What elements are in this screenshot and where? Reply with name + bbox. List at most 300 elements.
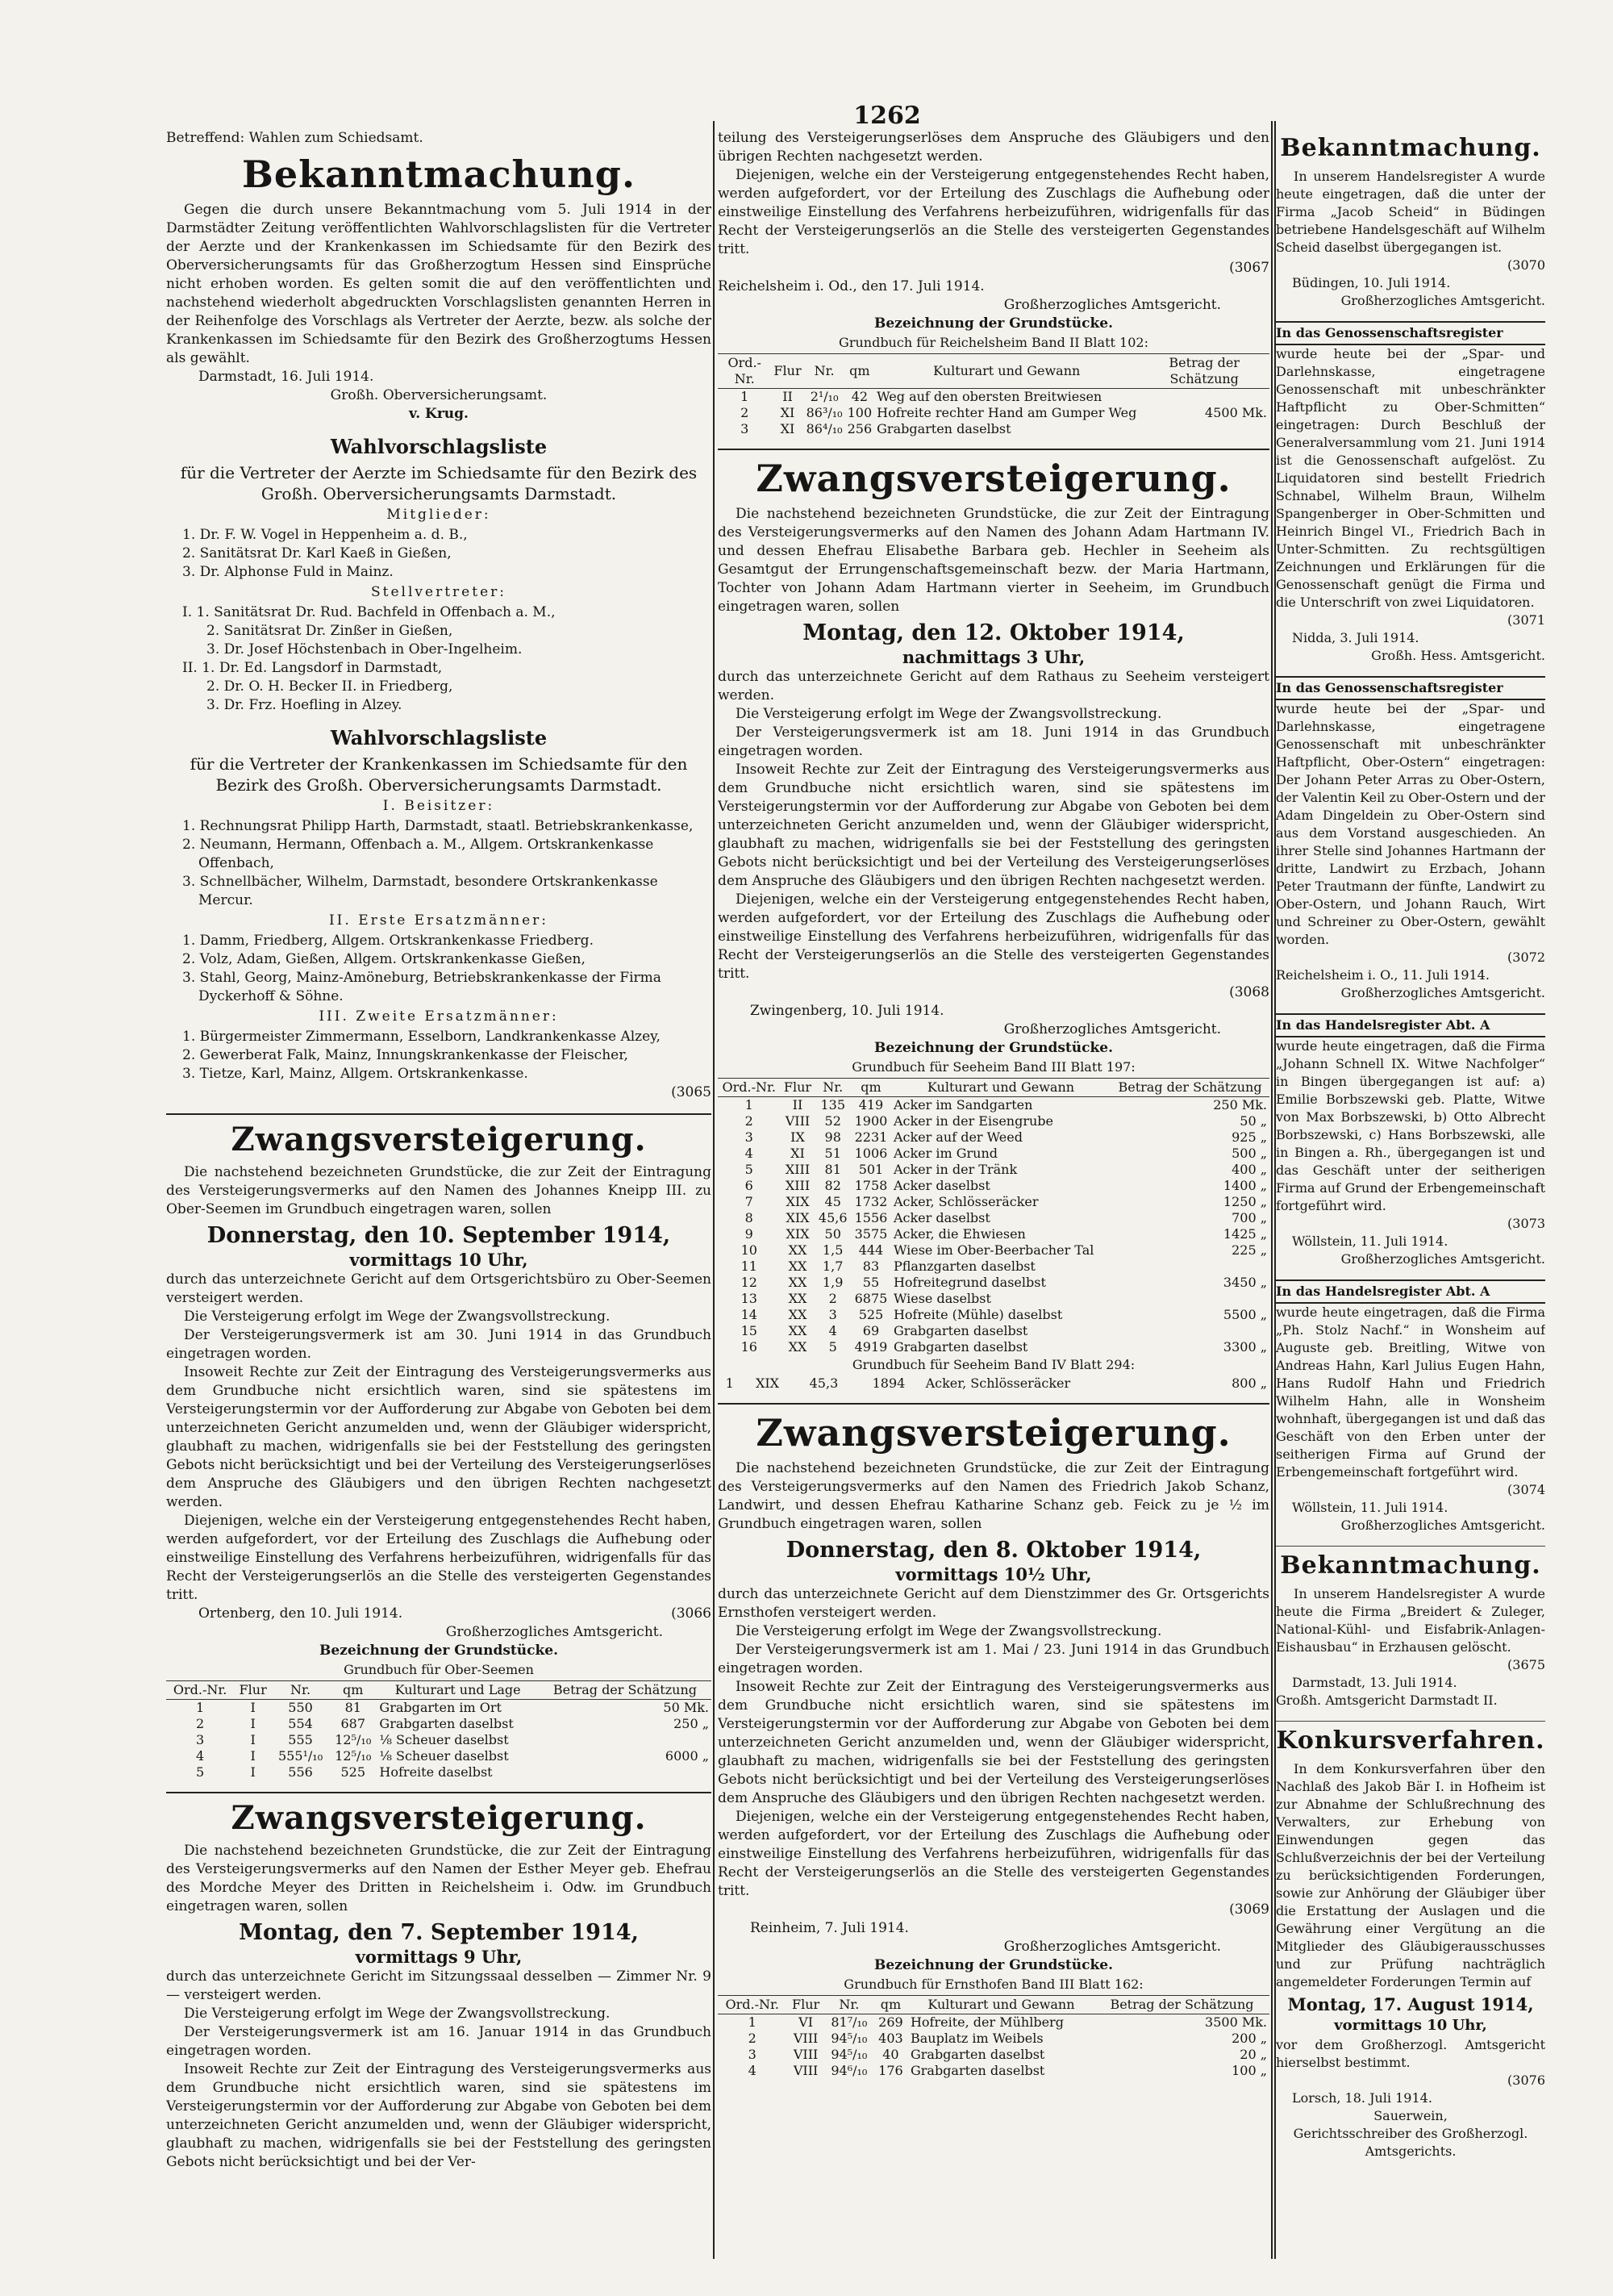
table-cell: 2¹/₁₀	[810, 389, 839, 404]
grundstueck-table	[718, 1995, 1269, 2079]
list-item: 3. Schnellbächer, Wilhelm, Darmstadt, besondere Ortskrankenkasse Mercur.	[182, 874, 658, 908]
table-cell: XI	[790, 1146, 805, 1161]
table-row	[718, 2063, 1269, 2079]
table-cell: II	[792, 1097, 803, 1113]
table-cell: 2	[196, 1716, 205, 1731]
notice-body: Insoweit Rechte zur Zeit der Eintragung des Versteigerungsvermerks aus dem Grundbuche nicht ersichtlich waren, sind sie spätestens im Versteigerungstermin vor der Aufforderung zur Abgabe von Geboten bei dem unterzeichneten Gericht anzumelden und, wenn der Gläubiger widerspricht, glaubhaft zu machen, widrigenfalls sie bei der Feststellung des geringsten Gebots nicht berücksichtigt und bei der Verteilung des Versteigerungserlöses dem Anspruche des Gläubigers und den übrigen Rechten nachgesetzt werden.	[718, 762, 1269, 889]
grund-head: Bezeichnung der Grundstücke.	[873, 1957, 1113, 1973]
place-date: Reinheim, 7. Juli 1914.	[750, 1920, 909, 1936]
notice-handelsregister-buedingen	[1276, 132, 1545, 310]
column-rule	[713, 121, 715, 2259]
table-header: Nr.	[272, 1681, 329, 1700]
table-cell: Pflanzgarten daselbst	[893, 1259, 1036, 1274]
table-row	[166, 1764, 711, 1780]
table-cell: 556	[288, 1764, 313, 1780]
table-cell: Weg auf den obersten Breitwiesen	[877, 389, 1102, 404]
zwangsversteigerung-oberseemen	[166, 1120, 711, 1780]
notice-head: In das Genossenschaftsregister	[1276, 676, 1545, 700]
table-cell: Grabgarten daselbst	[910, 2047, 1045, 2062]
table-cell: 4500 Mk.	[1205, 405, 1267, 420]
table-header: qm	[873, 1996, 908, 2014]
table-cell: 444	[858, 1242, 884, 1258]
list-item: 2. Gewerberat Falk, Mainz, Innungskrankenkasse der Fleischer,	[182, 1047, 628, 1063]
table-cell	[539, 1732, 711, 1748]
table-cell: 1400 „	[1223, 1178, 1267, 1193]
table-cell: 13	[740, 1291, 757, 1306]
reference-number: (3675	[1507, 1657, 1545, 1672]
table-cell: 3	[196, 1732, 205, 1747]
table-row	[718, 405, 1269, 421]
table-cell: XIII	[785, 1178, 811, 1193]
table-cell: ⅛ Scheuer daselbst	[379, 1732, 509, 1747]
place-date-text: Ortenberg, den 10. Juli 1914.	[198, 1605, 403, 1622]
list-item: 2. Sanitätsrat Dr. Karl Kaeß in Gießen,	[182, 545, 452, 561]
table-row	[166, 1700, 711, 1717]
table-cell: Acker, Schlösseräcker	[925, 1376, 1071, 1391]
notice-genossenschaft-oberostern	[1276, 676, 1545, 1002]
signer-title: Gerichtsschreiber des Großherzogl. Amtsgerichts.	[1293, 2126, 1528, 2159]
table-cell: 800 „	[1232, 1376, 1267, 1391]
auction-date: Donnerstag, den 10. September 1914,	[206, 1223, 671, 1248]
table-cell: 45,6	[818, 1210, 848, 1225]
table-cell: 1	[748, 2014, 756, 2030]
table-cell: 1900	[854, 1113, 888, 1129]
court: Großh. Hess. Amtsgericht.	[1371, 648, 1545, 663]
table-cell: 525	[340, 1764, 366, 1780]
table-cell: 15	[740, 1323, 757, 1338]
notice-title: Zwangsversteigerung.	[231, 1799, 647, 1837]
section-head: Mitglieder:	[386, 507, 491, 523]
grund-head: Bezeichnung der Grundstücke.	[873, 315, 1113, 332]
place-date: Darmstadt, 13. Juli 1914.	[1292, 1675, 1457, 1690]
table-cell: VIII	[793, 2031, 819, 2046]
table-row	[718, 1210, 1269, 1226]
notice-body: Die Versteigerung erfolgt im Wege der Zwangsvollstreckung.	[184, 2006, 611, 2022]
notice-title: Bekanntmachung.	[1280, 134, 1541, 162]
grund-head: Bezeichnung der Grundstücke.	[319, 1643, 558, 1659]
table-header: Ord.-Nr.	[718, 1079, 781, 1097]
table-cell: XI	[780, 421, 795, 436]
list-item: 3. Dr. Josef Höchstenbach in Ober-Ingelheim.	[206, 641, 523, 657]
table-cell: 3300 „	[1223, 1339, 1267, 1355]
list-item: 1. Damm, Friedberg, Allgem. Ortskrankenkasse Friedberg.	[182, 933, 594, 949]
table-cell: 200 „	[1232, 2031, 1267, 2046]
list-title: Wahlvorschlagsliste	[330, 435, 548, 458]
section-head: I. Beisitzer:	[382, 798, 495, 814]
court: Großherzogliches Amtsgericht.	[1340, 1517, 1545, 1533]
reference-number: (3069	[1229, 1902, 1269, 1918]
list-item: 2. Sanitätsrat Dr. Zinßer in Gießen,	[206, 623, 453, 639]
notice-wahlen	[166, 129, 711, 424]
place-date	[166, 1605, 711, 1623]
table-cell	[1139, 389, 1269, 406]
table-cell: XIX	[786, 1226, 810, 1242]
table-cell: 4	[748, 2063, 756, 2078]
notice-head: In das Handelsregister Abt. A	[1276, 1279, 1545, 1304]
list-item: 3. Dr. Alphonse Fuld in Mainz.	[182, 564, 394, 580]
table-row	[166, 1748, 711, 1764]
court: Großherzogliches Amtsgericht.	[1003, 297, 1221, 313]
table-cell: 3	[828, 1307, 837, 1322]
table-cell: 55	[862, 1275, 880, 1290]
table-cell: 6875	[854, 1291, 888, 1306]
table-cell: 51	[824, 1146, 841, 1161]
table-cell: 1,7	[823, 1259, 844, 1274]
notice-handelsregister-wonsheim	[1276, 1279, 1545, 1534]
table-header: Betrag der Schätzung	[1111, 1079, 1269, 1097]
grund-sub: Grundbuch für Ober-Seemen	[344, 1662, 534, 1677]
wahlvorschlagsliste-kassen	[166, 726, 711, 1102]
notice-intro: Die nachstehend bezeichneten Grundstücke, die zur Zeit der Eintragung des Versteigerungsvermerks auf den Namen der Esther Meyer geb. Ehefrau des Mordche Meyer des Dritten in Reichelsheim i. Odw. im Grundbuch eingetragen waren, sollen	[166, 1843, 711, 1914]
notice-genossenschaft-oberschmitten	[1276, 321, 1545, 665]
table-cell: 81	[344, 1700, 361, 1715]
table-cell: 9	[744, 1226, 753, 1242]
table-cell: 554	[288, 1716, 313, 1731]
notice-konkurs-hofheim	[1276, 1725, 1545, 2160]
auction-date: Donnerstag, den 8. Oktober 1914,	[786, 1538, 1202, 1563]
table-cell: XX	[788, 1307, 807, 1322]
table-cell: 1	[196, 1700, 205, 1715]
reference-number: (3073	[1507, 1216, 1545, 1231]
notice-handelsregister-erzhausen	[1276, 1550, 1545, 1709]
table-cell: Hofreitegrund daselbst	[893, 1275, 1046, 1290]
place-date: Lorsch, 18. Juli 1914.	[1292, 2090, 1432, 2106]
table-header: Flur	[771, 354, 803, 389]
table-header: Flur	[786, 1996, 824, 2014]
table-cell: 100 „	[1232, 2063, 1267, 2078]
table-row	[718, 1129, 1269, 1146]
list-item: 1. Dr. F. W. Vogel in Heppenheim a. d. B.,	[182, 527, 468, 543]
notice-body: wurde heute bei der „Spar- und Darlehnskasse, eingetragene Genossenschaft mit unbeschränkter Haftpflicht zu Ober-Schmitten“ eingetragen: Durch Beschluß der Generalversammlung vom 21. Juni 1914 ist die Genossenschaft aufgelöst. Zu Liquidatoren sind bestellt Friedrich Schnabel, Wilhelm Braun, Wilhelm Spangenberger in Ober-Schmitten und Heinrich Bingel VI., Friedrich Bach in Unter-Schmitten. Zu rechtsgültigen Zeichnungen und Erklärungen für die Genossenschaft genügt die Firma und die Unterschrift von zwei Liquidatoren.	[1276, 346, 1545, 610]
table-row	[718, 1291, 1269, 1307]
auction-date: Montag, den 7. September 1914,	[239, 1920, 639, 1945]
table-cell: Acker in der Eisengrube	[893, 1113, 1053, 1129]
table-cell: 4	[828, 1323, 837, 1338]
table-cell: 5	[196, 1764, 205, 1780]
table-cell: 4919	[854, 1339, 888, 1355]
table-cell: 16	[740, 1339, 757, 1355]
table-header: Nr.	[804, 354, 845, 389]
zwangsversteigerung-ernsthofen	[718, 1409, 1269, 2079]
notice-head: In das Genossenschaftsregister	[1276, 321, 1545, 345]
list-item: II. 1. Dr. Ed. Langsdorf in Darmstadt,	[182, 660, 443, 676]
court: Großherzogliches Amtsgericht.	[445, 1624, 663, 1640]
table-row	[718, 421, 1269, 437]
auction-time: vormittags 10½ Uhr,	[895, 1564, 1092, 1584]
table-cell: 256	[847, 421, 873, 436]
table-row	[718, 1275, 1269, 1291]
table-header: qm	[851, 1079, 891, 1097]
notice-title: Zwangsversteigerung.	[756, 1411, 1232, 1455]
notice-intro: Die nachstehend bezeichneten Grundstücke, die zur Zeit der Eintragung des Versteigerungsvermerks auf den Namen des Friedrich Jakob Schanz, Landwirt, und dessen Ehefrau Katharine Schanz geb. Feick zu je ½ im Grundbuch eingetragen waren, sollen	[718, 1460, 1269, 1532]
table-cell: 100	[847, 405, 873, 420]
section-head: II. Erste Ersatzmänner:	[328, 912, 549, 929]
notice-body: Der Versteigerungsvermerk ist am 1. Mai / 23. Juni 1914 in das Grundbuch eingetragen worden.	[718, 1642, 1269, 1676]
table-cell: 1,5	[823, 1242, 844, 1258]
reference-number: (3070	[1507, 257, 1545, 273]
table-cell: 12⁵/₁₀	[335, 1732, 372, 1747]
court: Großherzogliches Amtsgericht.	[1003, 1939, 1221, 1955]
table-cell: 1	[744, 1097, 753, 1113]
list-intro: für die Vertreter der Aerzte im Schiedsamte für den Bezirk des Großh. Oberversicherungsamts Darmstadt.	[180, 463, 698, 503]
table-cell: Hofreite rechter Hand am Gumper Weg	[877, 405, 1137, 420]
notice-title: Bekanntmachung.	[242, 152, 636, 196]
table-header: qm	[845, 354, 875, 389]
table-cell: 94⁶/₁₀	[831, 2063, 868, 2078]
notice-body: Der Versteigerungsvermerk ist am 30. Juni 1914 in das Grundbuch eingetragen worden.	[166, 1327, 711, 1362]
list-item: 2. Neumann, Hermann, Offenbach a. M., Allgem. Ortskrankenkasse Offenbach,	[182, 837, 654, 871]
table-cell: VIII	[785, 1113, 811, 1129]
table-cell: 1006	[854, 1146, 888, 1161]
signer: v. Krug.	[409, 406, 469, 422]
table-cell: 12	[740, 1275, 757, 1290]
reference-number: (3072	[1507, 950, 1545, 965]
table-cell: I	[250, 1748, 256, 1764]
notice-intro: Die nachstehend bezeichneten Grundstücke, die zur Zeit der Eintragung des Versteigerungsvermerks auf den Namen des Johannes Kneipp III. zu Ober-Seemen im Grundbuch eingetragen waren, sollen	[166, 1164, 711, 1217]
table-cell: 555¹/₁₀	[277, 1748, 323, 1764]
table-row	[718, 1376, 1269, 1392]
table-row	[718, 2047, 1269, 2063]
notice-title: Konkursverfahren.	[1276, 1726, 1545, 1755]
table-cell: 4	[196, 1748, 205, 1764]
list-item: 3. Tietze, Karl, Mainz, Allgem. Ortskrankenkasse.	[182, 1066, 528, 1082]
signer: Sauerwein,	[1373, 2108, 1448, 2123]
table-cell: 6	[744, 1178, 753, 1193]
column-left	[166, 129, 711, 2259]
notice-subject: Betreffend: Wahlen zum Schiedsamt.	[166, 130, 423, 146]
list-item: 3. Stahl, Georg, Mainz-Amöneburg, Betriebskrankenkasse der Firma Dyckerhoff & Söhne.	[182, 970, 661, 1004]
table-cell: 86³/₁₀	[806, 405, 843, 420]
table-cell: XIX	[786, 1194, 810, 1209]
table-row	[718, 1113, 1269, 1129]
table-header: Kulturart und Gewann	[874, 354, 1139, 389]
table-cell: 5	[828, 1339, 837, 1355]
grundstueck-table	[718, 353, 1269, 437]
court: Großherzogliches Amtsgericht.	[1340, 293, 1545, 308]
notice-body: durch das unterzeichnete Gericht auf dem Ortsgerichtsbüro zu Ober-Seemen versteigert werden.	[166, 1271, 711, 1306]
table-cell: Acker auf der Weed	[893, 1129, 1023, 1145]
table-cell: 20 „	[1240, 2047, 1267, 2062]
table-row	[718, 1097, 1269, 1114]
court: Großherzogliches Amtsgericht.	[1340, 1251, 1545, 1267]
table-header: Flur	[781, 1079, 815, 1097]
table-cell: XX	[788, 1323, 807, 1338]
table-cell: 925 „	[1232, 1129, 1267, 1145]
table-cell: 14	[740, 1307, 757, 1322]
notice-body: Gegen die durch unsere Bekanntmachung vom 5. Juli 1914 in der Darmstädter Zeitung veröffentlichten Wahlvorschlagslisten für die Vertreter der Aerzte und der Krankenkassen im Schiedsamte für den Bezirk des Oberversicherungsamts für das Großherzogtum Hessen sind Einsprüche nicht erhoben worden. Es gelten somit die auf den veröffentlichten und nachstehend wiederholt abgedruckten Vorschlagslisten genannten Herren in der Reihenfolge des Vorschlags als Vertreter der Aerzte, bezw. als solche der Krankenkassen im Schiedsamte für den Bezirk des Großherzogtums Hessen als gewählt.	[166, 202, 711, 366]
auction-time: nachmittags 3 Uhr,	[902, 647, 1086, 667]
table-cell: 2	[748, 2031, 756, 2046]
grundstueck-table	[166, 1680, 711, 1780]
divider	[166, 1113, 711, 1115]
table-row	[718, 1146, 1269, 1162]
reference-number: (3071	[1507, 612, 1545, 628]
table-cell: Hofreite daselbst	[379, 1764, 493, 1780]
notice-body: Diejenigen, welche ein der Versteigerung entgegenstehendes Recht haben, werden aufgefordert, vor der Erteilung des Zuschlags die Aufhebung oder einstweilige Einstellung des Verfahrens herbeizuführen, widrigenfalls für das Recht der Versteigerungserlös an die Stelle des versteigerten Gegenstandes tritt.	[718, 891, 1269, 982]
hearing-date: Montag, 17. August 1914,	[1287, 1994, 1534, 2014]
table-cell: Grabgarten daselbst	[910, 2063, 1045, 2078]
table-header: Betrag der Schätzung	[1139, 354, 1269, 389]
table-cell: 3	[744, 1129, 753, 1145]
table-row	[718, 2031, 1269, 2047]
grund-sub: Grundbuch für Ernsthofen Band III Blatt 162:	[844, 1977, 1144, 1992]
authority: Großh. Oberversicherungsamt.	[330, 387, 548, 403]
table-cell: 50 „	[1240, 1113, 1267, 1129]
table-cell	[539, 1764, 711, 1780]
table-header: Kulturart und Lage	[377, 1681, 538, 1700]
column-middle	[718, 129, 1269, 2259]
divider	[166, 1792, 711, 1793]
table-header: qm	[329, 1681, 377, 1700]
table-cell: 2231	[854, 1129, 888, 1145]
divider	[718, 1403, 1269, 1405]
grundstueck-table	[718, 1078, 1269, 1355]
table-cell: 2	[744, 1113, 753, 1129]
table-cell: 45,3	[809, 1376, 839, 1391]
notice-head: In das Handelsregister Abt. A	[1276, 1013, 1545, 1037]
table-row	[718, 1194, 1269, 1210]
table-row	[718, 1226, 1269, 1242]
auction-date: Montag, den 12. Oktober 1914,	[802, 620, 1185, 645]
table-cell: VIII	[793, 2047, 819, 2062]
table-cell: 403	[878, 2031, 903, 2046]
table-cell	[1111, 1291, 1269, 1307]
table-cell: XX	[788, 1259, 807, 1274]
notice-body: Insoweit Rechte zur Zeit der Eintragung des Versteigerungsvermerks aus dem Grundbuche nicht ersichtlich waren, sind sie spätestens im Versteigerungstermin vor der Aufforderung zur Abgabe von Geboten bei dem unterzeichneten Gericht anzumelden und, wenn der Gläubiger widerspricht, glaubhaft zu machen, widrigenfalls sie bei der Feststellung des geringsten Gebots nicht berücksichtigt und bei der Ver-	[166, 2061, 711, 2170]
table-cell: 176	[878, 2063, 903, 2078]
table-cell: 500 „	[1232, 1146, 1267, 1161]
notice-title: Bekanntmachung.	[1280, 1551, 1541, 1580]
notice-body: Diejenigen, welche ein der Versteigerung entgegenstehendes Recht haben, werden aufgefordert, vor der Erteilung des Zuschlags die Aufhebung oder einstweilige Einstellung des Verfahrens herbeizuführen, widrigenfalls für das Recht der Versteigerungserlös an die Stelle des versteigerten Gegenstandes tritt.	[166, 1513, 711, 1603]
notice-body: Insoweit Rechte zur Zeit der Eintragung des Versteigerungsvermerks aus dem Grundbuche nicht ersichtlich waren, sind sie spätestens im Versteigerungstermin vor der Aufforderung zur Abgabe von Geboten bei dem unterzeichneten Gericht anzumelden und, wenn der Gläubiger widerspricht, glaubhaft zu machen, widrigenfalls sie bei der Feststellung des geringsten Gebots nicht berücksichtigt und bei der Verteilung des Versteigerungserlöses dem Anspruche des Gläubigers und den übrigen Rechten nachgesetzt werden.	[718, 1679, 1269, 1806]
table-cell: 81⁷/₁₀	[831, 2014, 868, 2030]
table-cell: 1	[725, 1376, 734, 1391]
table-header: Ord.-Nr.	[166, 1681, 234, 1700]
table-row	[718, 1242, 1269, 1259]
table-cell: Hofreite (Mühle) daselbst	[893, 1307, 1063, 1322]
table-cell: 700 „	[1232, 1210, 1267, 1225]
table-cell	[1111, 1259, 1269, 1275]
table-cell: 1732	[854, 1194, 888, 1209]
reference-number: (3067	[1229, 260, 1269, 276]
table-cell: 550	[288, 1700, 313, 1715]
table-cell: 2	[740, 405, 749, 420]
grund-sub: Grundbuch für Reichelsheim Band II Blatt 102:	[839, 335, 1148, 350]
place-date: Reichelsheim i. O., 11. Juli 1914.	[1276, 967, 1490, 983]
table-cell: 5	[744, 1162, 753, 1177]
reference-number: (3065	[671, 1084, 711, 1100]
notice-body: durch das unterzeichnete Gericht im Sitzungssaal desselben — Zimmer Nr. 9 — versteigert werden.	[166, 1968, 711, 2003]
place-date: Wöllstein, 11. Juli 1914.	[1292, 1234, 1448, 1249]
section-head: Stellvertreter:	[371, 584, 506, 600]
place-date: Darmstadt, 16. Juli 1914.	[198, 369, 374, 385]
grundstueck-table	[718, 1376, 1269, 1392]
table-cell: XIII	[785, 1162, 811, 1177]
notice-body: Die Versteigerung erfolgt im Wege der Zwangsvollstreckung.	[736, 706, 1162, 722]
table-cell: I	[250, 1716, 256, 1731]
reference-number: (3074	[1507, 1482, 1545, 1497]
table-cell: II	[782, 389, 793, 404]
notice-body: In unserem Handelsregister A wurde heute die Firma „Breidert & Zuleger, National-Kühl- und Eisfabrik-Anlagen-Eishausbau“ in Erzhausen gelöscht.	[1276, 1586, 1545, 1655]
place-date: Zwingenberg, 10. Juli 1914.	[750, 1003, 944, 1019]
table-cell: 1894	[872, 1376, 906, 1391]
notice-body: teilung des Versteigerungserlöses dem Anspruche des Gläubigers und den übrigen Rechten nachgesetzt werden.	[718, 130, 1269, 165]
table-cell: 501	[858, 1162, 884, 1177]
notice-body: Der Versteigerungsvermerk ist am 18. Juni 1914 in das Grundbuch eingetragen worden.	[718, 724, 1269, 759]
table-cell: 42	[851, 389, 869, 404]
zwangsversteigerung-seeheim	[718, 455, 1269, 1392]
grund-sub: Grundbuch für Seeheim Band IV Blatt 294:	[852, 1357, 1136, 1372]
table-cell: Acker daselbst	[893, 1210, 990, 1225]
table-cell: I	[250, 1700, 256, 1715]
reference-number: (3068	[1229, 984, 1269, 1000]
table-cell: 12⁵/₁₀	[335, 1748, 372, 1764]
table-cell: 1,9	[823, 1275, 844, 1290]
table-header: Nr.	[815, 1079, 851, 1097]
table-cell: Acker in der Tränk	[893, 1162, 1018, 1177]
court: Großherzogliches Amtsgericht.	[1340, 985, 1545, 1000]
notice-intro: Die nachstehend bezeichneten Grundstücke, die zur Zeit der Eintragung des Versteigerungsvermerks auf den Namen des Johann Adam Hartmann IV. und dessen Ehefrau Elisabethe Barbara geb. Hechler in Seeheim als Gesamtgut der Errungenschaftsgemeinschaft bezw. der Maria Hartmann, Tochter von Johann Adam Hartmann vierter in Seeheim, im Grundbuch eingetragen waren, sollen	[718, 506, 1269, 615]
table-cell: Acker, Schlösseräcker	[893, 1194, 1039, 1209]
page-number: 1262	[853, 102, 921, 130]
table-row	[718, 1323, 1269, 1339]
notice-body: wurde heute eingetragen, daß die Firma „Johann Schnell IX. Witwe Nachfolger“ in Bingen übergegangen ist auf: a) Emilie Borbszewski geb. Platte, Witwe von Max Borbszewski, b) Otto Albrecht Borbszewski, c) Hans Borbszewski, alle in Bingen a. Rh., übergegangen ist und das Geschäft unter der seitherigen Firma auf Grund der Erbengemeinschaft fortgeführt wird.	[1276, 1038, 1545, 1213]
table-cell: Grabgarten daselbst	[893, 1339, 1028, 1355]
table-row	[718, 1178, 1269, 1194]
divider	[1276, 1721, 1545, 1722]
table-cell: 94⁵/₁₀	[831, 2047, 868, 2062]
notice-body: Insoweit Rechte zur Zeit der Eintragung des Versteigerungsvermerks aus dem Grundbuche nicht ersichtlich waren, sind sie spätestens im Versteigerungstermin vor der Aufforderung zur Abgabe von Geboten bei dem unterzeichneten Gericht anzumelden und, wenn der Gläubiger widerspricht, glaubhaft zu machen, widrigenfalls sie bei der Feststellung des geringsten Gebots nicht berücksichtigt und bei der Verteilung des Versteigerungserlöses dem Anspruche des Gläubigers und den übrigen Rechten nachgesetzt werden.	[166, 1364, 711, 1510]
list-item: I. 1. Sanitätsrat Dr. Rud. Bachfeld in Offenbach a. M.,	[182, 604, 556, 620]
table-cell: ⅛ Scheuer daselbst	[379, 1748, 509, 1764]
hearing-time: vormittags 10 Uhr,	[1334, 2017, 1487, 2034]
wahlvorschlagsliste-aerzte	[166, 435, 711, 715]
grund-sub: Grundbuch für Seeheim Band III Blatt 197:	[852, 1059, 1136, 1075]
table-cell: 1	[740, 389, 749, 404]
list-item: 2. Volz, Adam, Gießen, Allgem. Ortskrankenkasse Gießen,	[182, 951, 586, 967]
table-cell: 525	[858, 1307, 884, 1322]
notice-body: Die Versteigerung erfolgt im Wege der Zwangsvollstreckung.	[184, 1309, 611, 1325]
table-header: Betrag der Schätzung	[1094, 1996, 1269, 2014]
table-header: Ord.-Nr.	[718, 1996, 786, 2014]
table-cell: 3450 „	[1223, 1275, 1267, 1290]
reference-number: (3066	[671, 1605, 711, 1622]
zwangsversteigerung-reichelsheim	[166, 1798, 711, 2172]
court: Großherzogliches Amtsgericht.	[1003, 1021, 1221, 1037]
table-cell: 4	[744, 1146, 753, 1161]
table-cell: I	[250, 1764, 256, 1780]
table-cell: Hofreite, der Mühlberg	[910, 2014, 1064, 2030]
notice-body: vor dem Großherzogl. Amtsgericht hierselbst bestimmt.	[1276, 2037, 1545, 2070]
notice-title: Zwangsversteigerung.	[231, 1121, 647, 1158]
grund-head: Bezeichnung der Grundstücke.	[873, 1040, 1113, 1056]
notice-body: wurde heute eingetragen, daß die Firma „Ph. Stolz Nachf.“ in Wonsheim auf Auguste geb. Breitling, Witwe von Andreas Hahn, Karl Julius Eugen Hahn, Hans Rudolf Hahn und Friedrich Wilhelm Hahn, alle in Wonsheim wohnhaft, übergegangen ist und daß das Geschäft von den Erben unter der seitherigen Firma auf Grund der Erbengemeinschaft fortgeführt wird.	[1276, 1305, 1545, 1480]
place-date: Nidda, 3. Juli 1914.	[1292, 630, 1419, 645]
table-cell: 83	[862, 1259, 880, 1274]
table-cell: 8	[744, 1210, 753, 1225]
column-right	[1276, 129, 1545, 2259]
table-cell: 81	[824, 1162, 841, 1177]
table-cell: 86⁴/₁₀	[806, 421, 843, 436]
zwangsversteigerung-reichelsheim-cont	[718, 129, 1269, 437]
table-cell: Acker daselbst	[893, 1178, 990, 1193]
auction-time: vormittags 9 Uhr,	[355, 1947, 523, 1967]
table-cell: 250 Mk.	[1213, 1097, 1267, 1113]
table-cell: 269	[878, 2014, 903, 2030]
divider	[1276, 1546, 1545, 1547]
table-cell: 94⁵/₁₀	[831, 2031, 868, 2046]
auction-time: vormittags 10 Uhr,	[349, 1250, 528, 1270]
